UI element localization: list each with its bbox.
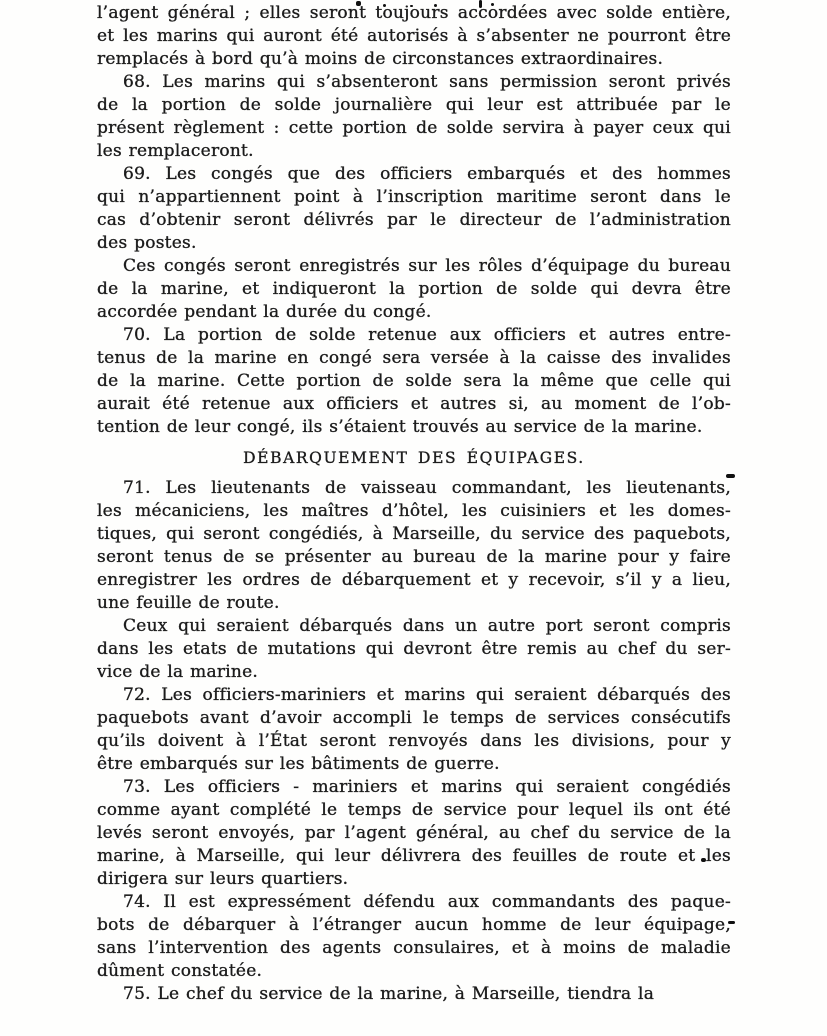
text-line: comme ayant complété le temps de service pour lequel ils ont été — [97, 800, 731, 820]
text-line: les remplaceront. — [97, 141, 254, 161]
paragraph-article-68 — [97, 71, 731, 163]
text-line: dans les etats de mutations qui devront être remis au chef du ser- — [97, 639, 731, 659]
paragraph-article-72 — [97, 684, 731, 776]
text-line: tiques, qui seront congédiés, à Marseille, du service des paquebots, — [97, 524, 731, 544]
text-line: levés seront envoyés, par l’agent général, au chef du service de la — [97, 823, 731, 843]
text-line: 74. Il est expressément défendu aux commandants des paque- — [123, 892, 731, 912]
paragraph-article-75 — [97, 983, 731, 1006]
text-line: remplacés à bord qu’à moins de circonstances extraordinaires. — [97, 49, 664, 69]
text-line: de la marine. Cette portion de solde sera la même que celle qui — [97, 371, 731, 391]
paragraph-article-73 — [97, 776, 731, 891]
text-line: dirigera sur leurs quartiers. — [97, 869, 349, 889]
text-line: tenus de la marine en congé sera versée à la caisse des invalides — [97, 348, 731, 368]
text-line: 75. Le chef du service de la marine, à Marseille, tiendra la — [123, 984, 655, 1004]
text-line: qu’ils doivent à l’État seront renvoyés dans les divisions, pour y — [97, 731, 731, 751]
text-line: et les marins qui auront été autorisés à s’absenter ne pourront être — [97, 26, 731, 46]
text-line: enregistrer les ordres de débarquement et y recevoir, s’il y a lieu, — [97, 570, 731, 590]
text-line: 71. Les lieutenants de vaisseau commandant, les lieutenants, — [123, 478, 731, 498]
paragraph-article-74 — [97, 891, 731, 983]
paragraph-article-71 — [97, 477, 731, 615]
text-line: de la portion de solde journalière qui leur est attribuée par le — [97, 95, 731, 115]
text-line: 70. La portion de solde retenue aux officiers et autres entre- — [123, 325, 731, 345]
text-line: les mécaniciens, les maîtres d’hôtel, les cuisiniers et les domes- — [97, 501, 731, 521]
continuation-paragraph — [97, 2, 731, 71]
text-line: 73. Les officiers - mariniers et marins qui seraient congédiés — [123, 777, 731, 797]
text-line: sans l’intervention des agents consulaires, et à moins de maladie — [97, 938, 731, 958]
text-line: présent règlement : cette portion de solde servira à payer ceux qui — [97, 118, 731, 138]
text-line: dûment constatée. — [97, 961, 263, 981]
text-line: qui n’appartiennent point à l’inscription maritime seront dans le — [97, 187, 731, 207]
paragraph-article-71-continuation — [97, 615, 731, 684]
text-line: 68. Les marins qui s’absenteront sans permission seront privés — [123, 72, 731, 92]
text-line: de la marine, et indiqueront la portion de solde qui devra être — [97, 279, 731, 299]
text-line: tention de leur congé, ils s’étaient trouvés au service de la marine. — [97, 417, 703, 437]
text-line: des postes. — [97, 233, 197, 253]
section-heading: DÉBARQUEMENT DES ÉQUIPAGES. — [243, 449, 585, 467]
text-line: une feuille de route. — [97, 593, 280, 613]
text-line: accordée pendant la durée du congé. — [97, 302, 432, 322]
text-line: bots de débarquer à l’étranger aucun homme de leur équipage, — [97, 915, 731, 935]
text-line: cas d’obtenir seront délivrés par le directeur de l’administration — [97, 210, 731, 230]
text-line: paquebots avant d’avoir accompli le temps de services consécutifs — [97, 708, 731, 728]
text-line: marine, à Marseille, qui leur délivrera des feuilles de route et les — [97, 846, 731, 866]
paragraph-article-69-continuation — [97, 255, 731, 324]
text-column — [97, 2, 731, 1006]
text-line: vice de la marine. — [97, 662, 259, 682]
paragraph-article-70 — [97, 324, 731, 439]
text-line: être embarqués sur les bâtiments de guerre. — [97, 754, 500, 774]
text-line: Ces congés seront enregistrés sur les rôles d’équipage du bureau — [123, 256, 731, 276]
text-line: seront tenus de se présenter au bureau de la marine pour y faire — [97, 547, 731, 567]
text-line: 72. Les officiers-mariniers et marins qui seraient débarqués des — [123, 685, 731, 705]
text-line: aurait été retenue aux officiers et autres si, au moment de l’ob- — [97, 394, 731, 414]
text-line: l’agent général ; elles seront toujours accordées avec solde entière, — [97, 3, 731, 23]
text-line: 69. Les congés que des officiers embarqués et des hommes — [123, 164, 731, 184]
text-line: Ceux qui seraient débarqués dans un autre port seront compris — [123, 616, 731, 636]
paragraph-article-69 — [97, 163, 731, 255]
